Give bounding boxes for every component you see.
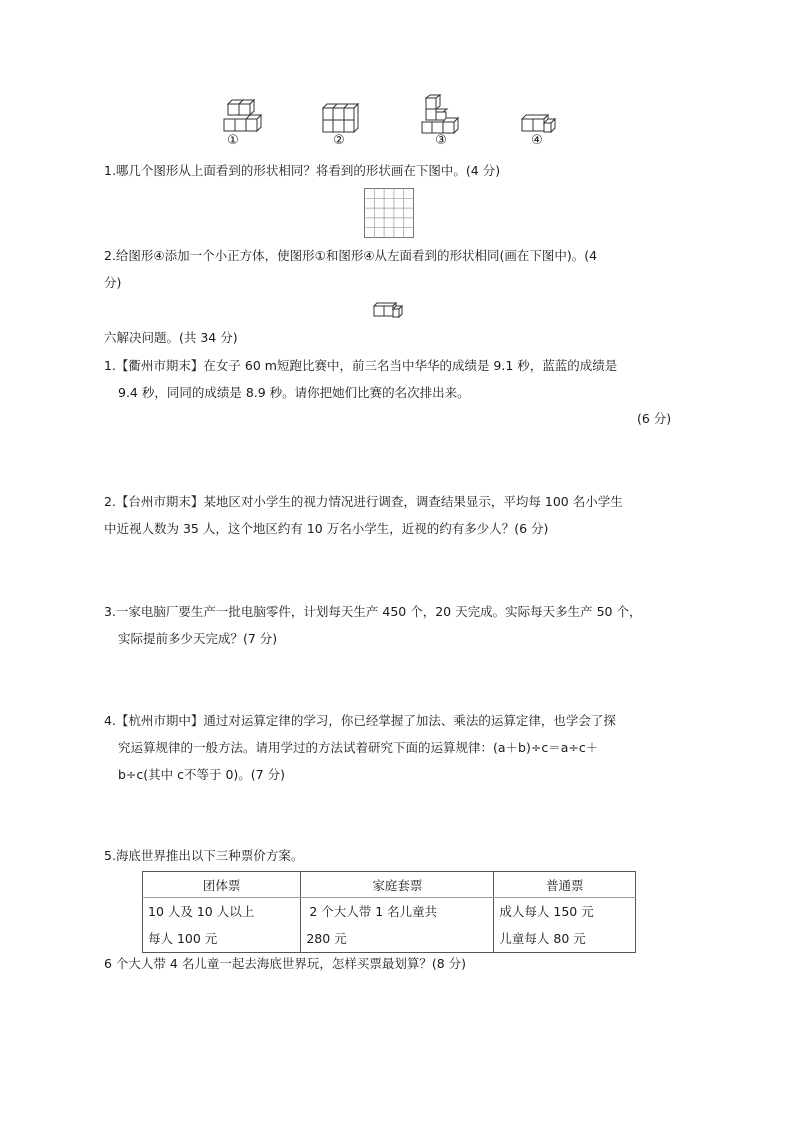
question-5-1: 1.哪几个图形从上面看到的形状相同？将看到的形状画在下图中。(4 分)	[104, 163, 501, 178]
problem-3-line2: 实际提前多少天完成？(7 分)	[118, 631, 278, 646]
family-ticket-line1: 2 个大人带 1 名儿童共	[309, 904, 438, 919]
family-ticket-line2: 280 元	[306, 931, 347, 946]
family-ticket-cell	[301, 898, 494, 953]
table-header-row	[143, 872, 636, 898]
group-ticket-line2: 每人 100 元	[148, 931, 218, 946]
problem-4-line2: 究运算规律的一般方法。请用学过的方法试着研究下面的运算规律：(a＋b)÷c＝a÷c＋	[118, 740, 599, 755]
problem-5-intro: 5.海底世界推出以下三种票价方案。	[104, 848, 304, 863]
header-group-ticket: 团体票	[143, 872, 301, 898]
group-ticket-line1: 10 人及 10 人以上	[148, 904, 255, 919]
regular-ticket-cell	[494, 898, 636, 953]
problem-2-line2: 中近视人数为 35 人，这个地区约有 10 万名小学生，近视的约有多少人？(6 分)	[104, 521, 549, 536]
answer-grid	[364, 188, 414, 241]
problem-3-line1: 3.一家电脑厂要生产一批电脑零件，计划每天生产 450 个，20 天完成。实际每天多生产 50 个，	[104, 604, 642, 619]
figure-label-2: ②	[333, 133, 345, 148]
figure-label-4: ④	[531, 133, 543, 148]
problem-1-line1: 1.【衢州市期末】在女子 60 m短跑比赛中，前三名当中华华的成绩是 9.1 秒，蓝蓝的成绩是	[104, 358, 618, 373]
question-5-2-line1: 2.给图形④添加一个小正方体，使图形①和图形④从左面看到的形状相同(画在下图中)。(4	[104, 248, 598, 263]
problem-4-line3: b÷c(其中 c不等于 0)。(7 分)	[118, 767, 285, 782]
problem-2-line1: 2.【台州市期末】某地区对小学生的视力情况进行调查，调查结果显示，平均每 100 名小学生	[104, 494, 623, 509]
table-row	[143, 898, 636, 953]
problem-1-score: (6 分)	[637, 411, 672, 426]
problem-4-line1: 4.【杭州市期中】通过对运算定律的学习，你已经掌握了加法、乘法的运算定律，也学会了探	[104, 713, 616, 728]
cube-figure-1	[222, 94, 264, 136]
ticket-price-table	[142, 871, 636, 953]
regular-ticket-line2: 儿童每人 80 元	[499, 931, 586, 946]
cube-figure-3	[420, 94, 462, 136]
problem-5-question: 6 个大人带 4 名儿童一起去海底世界玩，怎样买票最划算？(8 分)	[104, 956, 467, 971]
figure-label-3: ③	[435, 133, 447, 148]
section-6-title: 六解决问题。(共 34 分)	[104, 330, 238, 345]
question-5-2-line2: 分)	[104, 275, 122, 290]
cube-figure-4-copy	[372, 301, 406, 322]
problem-1-line2: 9.4 秒，同同的成绩是 8.9 秒。请你把她们比赛的名次排出来。	[118, 385, 470, 400]
cube-figure-2	[320, 94, 362, 136]
header-regular-ticket: 普通票	[494, 872, 636, 898]
regular-ticket-line1: 成人每人 150 元	[499, 904, 594, 919]
figure-label-1: ①	[227, 133, 239, 148]
header-family-ticket: 家庭套票	[301, 872, 494, 898]
group-ticket-cell	[143, 898, 301, 953]
